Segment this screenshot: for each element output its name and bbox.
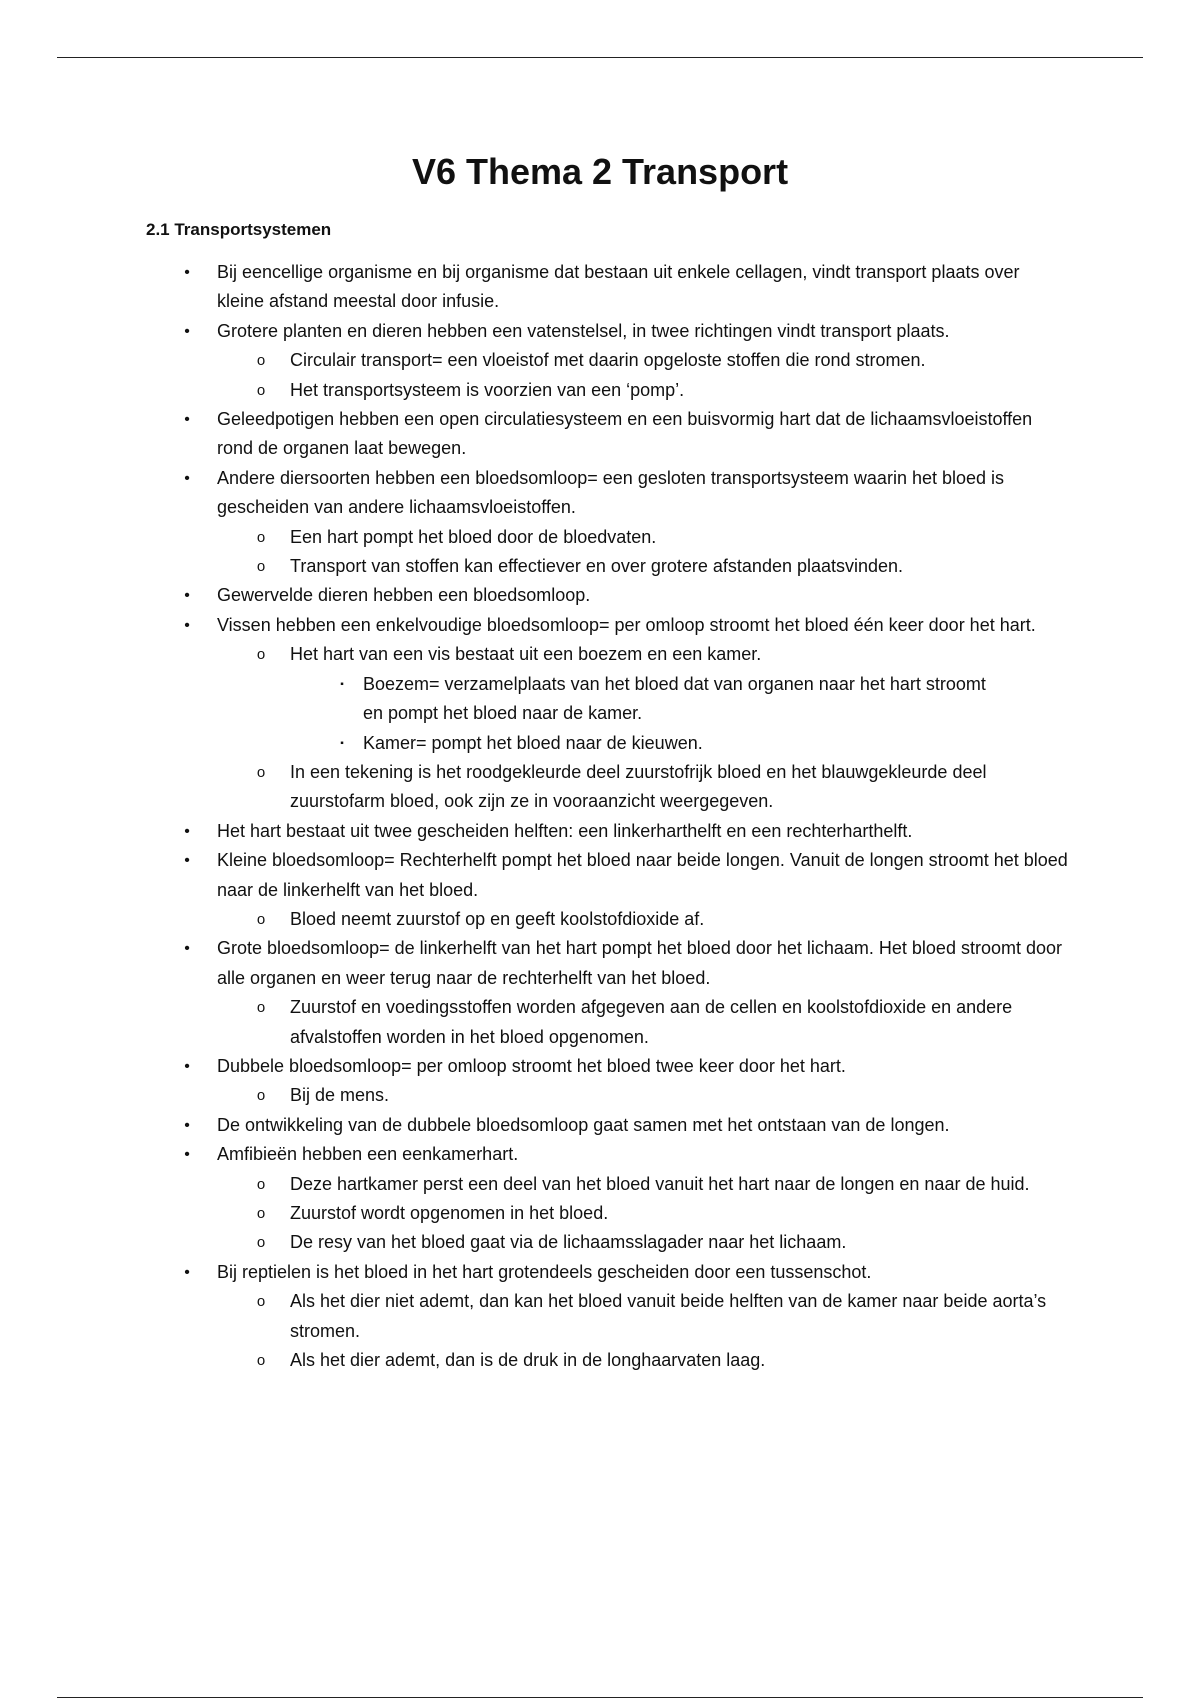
list-item-text: Amfibieën hebben een eenkamerhart. bbox=[217, 1144, 519, 1165]
bottom-rule bbox=[57, 1697, 1143, 1698]
list-item-text: Zuurstof en voedingsstoffen worden afgegeven aan de cellen en koolstofdioxide en andere afvalstoffen worden in het bloed opgenomen. bbox=[290, 997, 1013, 1047]
bullet-marker: • bbox=[184, 616, 190, 634]
square-marker: ▪ bbox=[340, 737, 344, 749]
circle-marker: o bbox=[256, 528, 266, 546]
list-item-level-1 bbox=[0, 258, 1200, 317]
list-item-text: Gewervelde dieren hebben een bloedsomloop. bbox=[217, 585, 591, 606]
list-item-text: Vissen hebben een enkelvoudige bloedsomloop= per omloop stroomt het bloed één keer door het hart. bbox=[217, 614, 1036, 635]
bullet-marker: • bbox=[184, 1057, 190, 1075]
circle-marker: o bbox=[256, 1352, 266, 1370]
list-item-level-2 bbox=[0, 523, 1200, 552]
list-item-text: Zuurstof wordt opgenomen in het bloed. bbox=[290, 1203, 609, 1223]
list-item-text: Bloed neemt zuurstof op en geeft koolstofdioxide af. bbox=[290, 908, 705, 929]
list-item-level-1 bbox=[0, 581, 1200, 610]
list-item-text: In een tekening is het roodgekleurde deel zuurstofrijk bloed en het blauwgekleurde deel zuurstofarm bloed, ook zijn ze in vooraanzicht weergegeven. bbox=[290, 761, 987, 812]
top-rule bbox=[57, 57, 1143, 58]
bullet-marker: • bbox=[184, 852, 190, 870]
list-item-level-1 bbox=[0, 1140, 1200, 1169]
list-item-text: Transport van stoffen kan effectiever en over grotere afstanden plaatsvinden. bbox=[290, 556, 904, 577]
list-item-text: Het transportsysteem is voorzien van een ‘pomp’. bbox=[290, 379, 685, 400]
list-item-text: Als het dier ademt, dan is de druk in de longhaarvaten laag. bbox=[290, 1350, 766, 1371]
list-item-level-2 bbox=[0, 1346, 1200, 1375]
list-item-text: Het hart bestaat uit twee gescheiden helften: een linkerharthelft en een rechterharthelft. bbox=[217, 820, 913, 841]
list-item-level-3 bbox=[0, 729, 1200, 758]
list-item-level-2 bbox=[0, 1287, 1200, 1346]
list-item-level-2 bbox=[0, 1081, 1200, 1110]
bullet-marker: • bbox=[184, 822, 190, 840]
circle-marker: o bbox=[256, 1175, 266, 1193]
bullet-marker: • bbox=[184, 1263, 190, 1281]
list-item-level-2 bbox=[0, 376, 1200, 405]
document-body bbox=[0, 258, 1200, 1375]
list-item-level-1 bbox=[0, 934, 1200, 993]
list-item-level-2 bbox=[0, 993, 1200, 1052]
circle-marker: o bbox=[256, 910, 266, 928]
list-item-level-1 bbox=[0, 1258, 1200, 1287]
circle-marker: o bbox=[256, 352, 266, 370]
list-item-text: Grotere planten en dieren hebben een vatenstelsel, in twee richtingen vindt transport plaats. bbox=[217, 320, 950, 341]
list-item-level-2 bbox=[0, 1199, 1200, 1228]
list-item-text: Boezem= verzamelplaats van het bloed dat van organen naar het hart stroomt en pompt het bloed naar de kamer. bbox=[363, 673, 986, 724]
circle-marker: o bbox=[256, 763, 266, 781]
circle-marker: o bbox=[256, 1205, 266, 1222]
circle-marker: o bbox=[256, 1234, 266, 1252]
bullet-marker: • bbox=[184, 469, 190, 487]
bullet-marker: • bbox=[184, 264, 190, 281]
list-item-text: Kamer= pompt het bloed naar de kieuwen. bbox=[363, 732, 703, 753]
bullet-marker: • bbox=[184, 322, 190, 340]
bullet-marker: • bbox=[184, 411, 190, 429]
circle-marker: o bbox=[256, 558, 266, 576]
list-item-text: De resy van het bloed gaat via de lichaamsslagader naar het lichaam. bbox=[290, 1232, 847, 1253]
list-item-level-1 bbox=[0, 464, 1200, 523]
list-item-text: Circulair transport= een vloeistof met daarin opgeloste stoffen die rond stromen. bbox=[290, 350, 926, 371]
circle-marker: o bbox=[256, 1087, 266, 1105]
square-marker: ▪ bbox=[340, 678, 344, 690]
list-item-text: Als het dier niet ademt, dan kan het bloed vanuit beide helften van de kamer naar beide aorta’s stromen. bbox=[290, 1291, 1047, 1341]
list-item-text: Grote bloedsomloop= de linkerhelft van het hart pompt het bloed door het lichaam. Het bloed stroomt door alle organen en weer terug naar de rechterhelft van het bloed. bbox=[217, 938, 1062, 988]
list-item-level-2 bbox=[0, 1228, 1200, 1257]
list-item-level-1 bbox=[0, 317, 1200, 346]
list-item-text: Kleine bloedsomloop= Rechterhelft pompt het bloed naar beide longen. Vanuit de longen stroomt het bloed naar de linkerhelft van het bloed. bbox=[217, 850, 1068, 900]
list-item-level-2 bbox=[0, 905, 1200, 934]
list-item-level-1 bbox=[0, 611, 1200, 640]
list-item-level-3 bbox=[0, 670, 1200, 729]
list-item-level-2 bbox=[0, 640, 1200, 669]
list-item-level-1 bbox=[0, 817, 1200, 846]
list-item-text: Bij de mens. bbox=[290, 1085, 390, 1106]
bullet-marker: • bbox=[184, 940, 190, 958]
bullet-marker: • bbox=[184, 1146, 190, 1164]
circle-marker: o bbox=[256, 999, 266, 1017]
list-item-level-1 bbox=[0, 1052, 1200, 1081]
list-item-text: Deze hartkamer perst een deel van het bloed vanuit het hart naar de longen en naar de huid. bbox=[290, 1173, 1030, 1194]
list-item-level-1 bbox=[0, 1111, 1200, 1140]
list-item-level-2 bbox=[0, 346, 1200, 375]
bullet-marker: • bbox=[184, 1116, 190, 1134]
list-item-level-1 bbox=[0, 405, 1200, 464]
list-item-text: Het hart van een vis bestaat uit een boezem en een kamer. bbox=[290, 644, 762, 665]
circle-marker: o bbox=[256, 1293, 266, 1311]
list-item-text: Dubbele bloedsomloop= per omloop stroomt het bloed twee keer door het hart. bbox=[217, 1055, 846, 1076]
list-item-level-1 bbox=[0, 846, 1200, 905]
circle-marker: o bbox=[256, 646, 266, 664]
list-item-text: Geleedpotigen hebben een open circulatiesysteem en een buisvormig hart dat de lichaamsvloeistoffen rond de organen laat bewegen. bbox=[217, 409, 1033, 459]
list-item-level-2 bbox=[0, 552, 1200, 581]
list-item-text: De ontwikkeling van de dubbele bloedsomloop gaat samen met het ontstaan van de longen. bbox=[217, 1114, 950, 1135]
list-item-level-2 bbox=[0, 1170, 1200, 1199]
list-item-text: Bij reptielen is het bloed in het hart grotendeels gescheiden door een tussenschot. bbox=[217, 1261, 872, 1282]
page-title: V6 Thema 2 Transport bbox=[411, 151, 789, 192]
section-heading: 2.1 Transportsystemen bbox=[146, 220, 332, 239]
list-item-level-2 bbox=[0, 758, 1200, 817]
list-item-text: Een hart pompt het bloed door de bloedvaten. bbox=[290, 526, 657, 547]
list-item-text: Bij eencellige organisme en bij organisme dat bestaan uit enkele cellagen, vindt transport plaats over kleine afstand meestal door infusie. bbox=[217, 262, 1020, 312]
list-item-text: Andere diersoorten hebben een bloedsomloop= een gesloten transportsysteem waarin het bloed is gescheiden van andere lichaamsvloeistoffen. bbox=[217, 467, 1005, 518]
circle-marker: o bbox=[256, 381, 266, 399]
bullet-marker: • bbox=[184, 587, 190, 605]
notes-list bbox=[0, 258, 1200, 1375]
